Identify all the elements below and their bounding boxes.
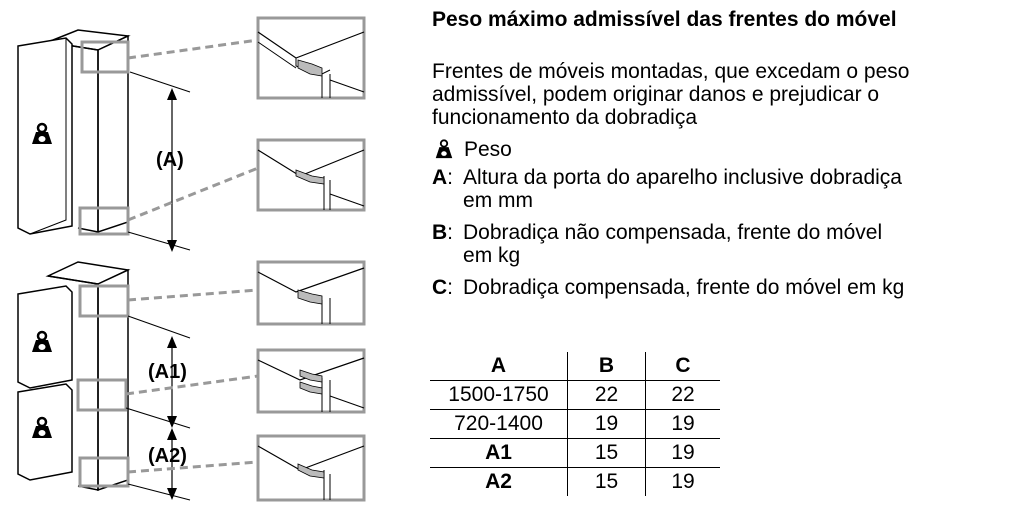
dimension-label-a1: (A1) — [148, 361, 187, 383]
table-row — [430, 410, 720, 439]
legend-weight-label: Peso — [464, 138, 512, 161]
weight-icon — [432, 138, 456, 160]
table-cell: 22 — [568, 381, 646, 410]
legend-weight — [432, 138, 512, 162]
table-row — [430, 439, 720, 468]
bottom-appliance — [18, 262, 258, 500]
detail-callout-bottom-hinge — [258, 140, 364, 210]
intro-paragraph-line-3: funcionamento da dobradiça — [432, 106, 698, 129]
legend-a-desc-line-2: em mm — [463, 189, 534, 212]
detail-callout-top-hinge — [258, 18, 364, 98]
table-cell: A1 — [430, 439, 568, 468]
weight-table — [430, 352, 720, 496]
legend-c-key: C — [432, 276, 448, 299]
table-cell: 720-1400 — [430, 410, 568, 439]
hinge-diagram — [0, 0, 400, 512]
table-cell: 1500-1750 — [430, 381, 568, 410]
table-cell: 19 — [646, 410, 721, 439]
intro-paragraph-line-2: admissível, podem originar danos e prejudicar o — [432, 83, 880, 106]
table-cell: 19 — [671, 470, 695, 493]
table-cell: 22 — [646, 381, 721, 410]
detail-callout-middle-hinge — [258, 350, 364, 412]
table-cell: 19 — [646, 439, 721, 468]
table-cell: 19 — [568, 410, 646, 439]
table-header-row — [430, 352, 720, 381]
legend-a-desc-line-1: Altura da porta do aparelho inclusive dobradiça — [463, 166, 902, 189]
table-header-c: C — [646, 352, 721, 381]
detail-callout-bottom-hinge-2 — [258, 436, 364, 500]
dimension-label-a2: (A2) — [148, 445, 187, 467]
table-header-a: A — [430, 352, 568, 381]
table-row — [430, 468, 720, 497]
table-cell: 15 — [568, 439, 646, 468]
legend-b-desc-line-1: Dobradiça não compensada, frente do móvel — [463, 221, 883, 244]
table-row — [430, 381, 720, 410]
top-appliance — [18, 30, 258, 252]
legend-b: B: Dobradiça não compensada, frente do móvel em kg — [432, 221, 883, 267]
table-cell: 15 — [568, 468, 646, 497]
intro-paragraph-line-1: Frentes de móveis montadas, que excedam o peso — [432, 60, 910, 83]
table-cell: A2 — [430, 468, 568, 497]
legend-c: C: Dobradiça compensada, frente do móvel em kg — [432, 276, 905, 299]
detail-callout-top-hinge-2 — [258, 262, 364, 324]
legend-a-key: A — [432, 166, 448, 189]
legend-a: A: Altura da porta do aparelho inclusive dobradiça em mm — [432, 166, 902, 212]
legend-c-desc-line-1: Dobradiça compensada, frente do móvel em kg — [463, 276, 905, 299]
section-heading: Peso máximo admissível das frentes do móvel — [432, 8, 897, 31]
legend-b-desc-line-2: em kg — [463, 244, 521, 267]
dimension-label-a: (A) — [156, 149, 184, 171]
legend-b-key: B — [432, 221, 448, 244]
table-header-b: B — [568, 352, 646, 381]
